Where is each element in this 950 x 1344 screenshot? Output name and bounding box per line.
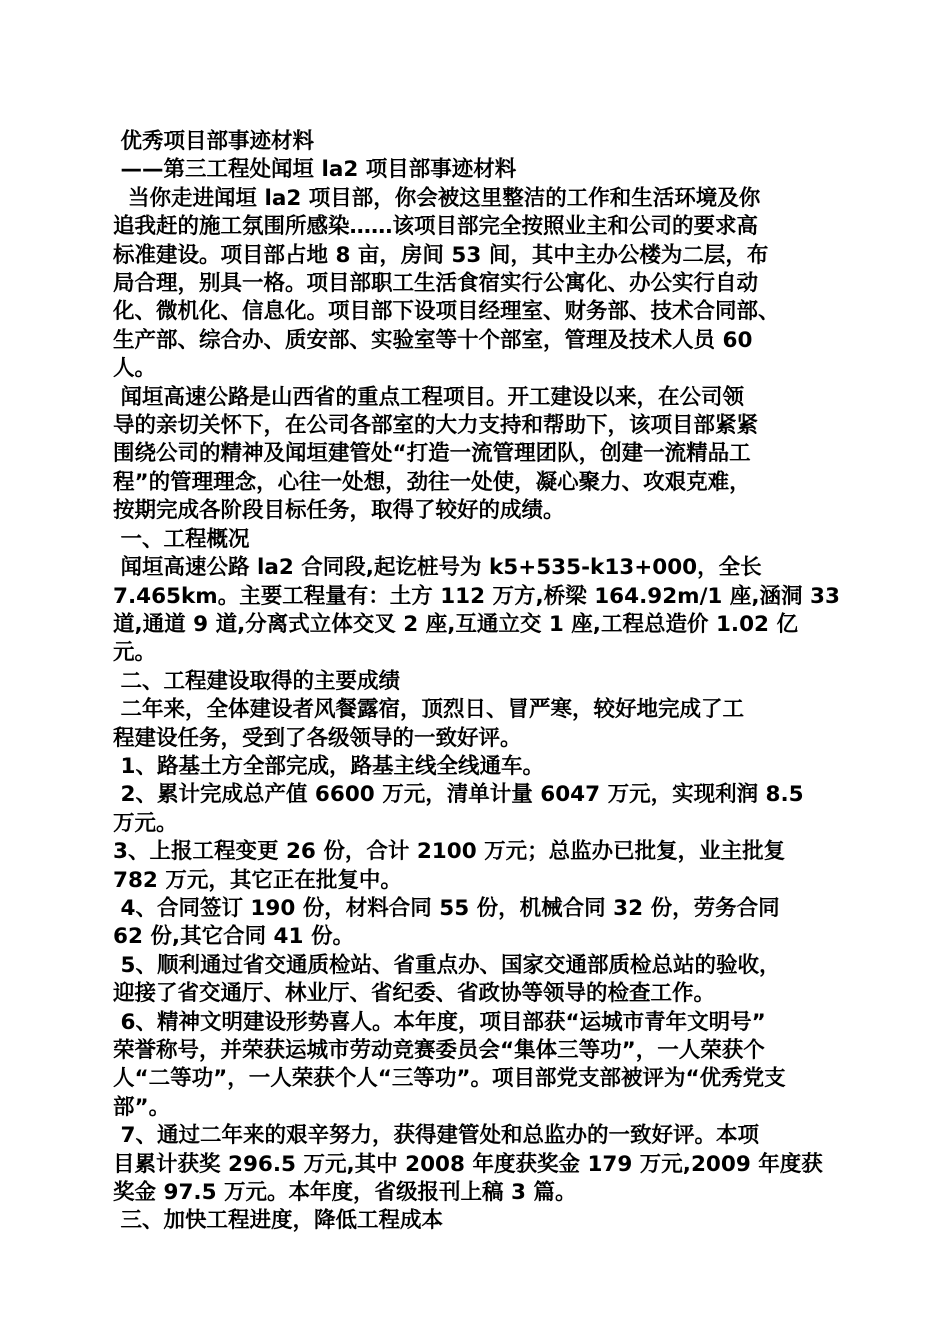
list-item: 2、累计完成总产值 6600 万元，清单计量 6047 万元，实现利润 8.5 [113,782,804,808]
section-heading: 一、工程概况 [113,526,250,552]
list-item: 4、合同签订 190 份，材料合同 55 份，机械合同 32 份，劳务合同 [113,895,780,921]
body-line: 二年来，全体建设者风餐露宿，顶烈日、冒严寒，较好地完成了工 [113,697,744,723]
section-heading: 三、加快工程进度，降低工程成本 [113,1208,443,1234]
list-item: 6、精神文明建设形势喜人。本年度，项目部获“运城市青年文明号” [113,1009,766,1035]
list-item: 奖金 97.5 万元。本年度，省级报刊上稿 3 篇。 [113,1180,577,1206]
body-line: 7.465km。主要工程量有：土方 112 万方,桥梁 164.92m/1 座,涵洞 33 [113,583,840,609]
list-item: 目累计获奖 296.5 万元,其中 2008 年度获奖金 179 万元,2009 年度获 [113,1151,823,1177]
body-line: 闻垣高速公路是山西省的重点工程项目。开工建设以来，在公司领 [113,384,744,410]
body-line: 围绕公司的精神及闻垣建管处“打造一流管理团队，创建一流精品工 [113,441,751,467]
list-item: 迎接了省交通厅、林业厅、省纪委、省政协等领导的检查工作。 [113,981,716,1007]
list-item: 1、路基土方全部完成，路基主线全线通车。 [113,753,544,779]
body-line: 标准建设。项目部占地 8 亩，房间 53 间，其中主办公楼为二层，布 [113,242,769,268]
document-title: 优秀项目部事迹材料 [113,129,314,154]
list-item: 782 万元，其它正在批复中。 [113,867,402,893]
body-line: 程建设任务，受到了各级领导的一致好评。 [113,725,522,751]
body-line: 程”的管理理念，心往一处想，劲往一处使，凝心聚力、攻艰克难， [113,469,751,495]
list-item: 人“二等功”，一人荣获个人“三等功”。项目部党支部被评为“优秀党支 [113,1066,786,1092]
list-item: 3、上报工程变更 26 份，合计 2100 万元；总监办已批复，业主批复 [113,839,786,865]
body-line: 人。 [113,356,157,382]
document-body [113,185,848,1236]
body-line: 闻垣高速公路 la2 合同段,起讫桩号为 k5+535-k13+000，全长 [113,555,762,581]
body-line: 元。 [113,640,157,666]
list-item: 万元。 [113,810,178,836]
body-line: 当你走进闻垣 la2 项目部，你会被这里整洁的工作和生活环境及你 [113,185,761,211]
body-line: 按期完成各阶段目标任务，取得了较好的成绩。 [113,498,565,524]
section-heading: 二、工程建设取得的主要成绩 [113,668,400,694]
document-subtitle: ——第三工程处闻垣 la2 项目部事迹材料 [113,157,517,183]
list-item: 7、通过二年来的艰辛努力，获得建管处和总监办的一致好评。本项 [113,1123,759,1149]
document-page [113,128,848,1236]
body-line: 局合理，别具一格。项目部职工生活食宿实行公寓化、办公实行自动 [113,271,759,297]
body-line: 道,通道 9 道,分离式立体交叉 2 座,互通立交 1 座,工程总造价 1.02 亿 [113,611,798,637]
body-line: 化、微机化、信息化。项目部下设项目经理室、财务部、技术合同部、 [113,299,780,325]
list-item: 5、顺利通过省交通质检站、省重点办、国家交通部质检总站的验收， [113,952,781,978]
body-line: 追我赶的施工氛围所感染……该项目部完全按照业主和公司的要求高 [113,214,759,240]
body-line: 导的亲切关怀下，在公司各部室的大力支持和帮助下，该项目部紧紧 [113,413,759,439]
list-item: 62 份,其它合同 41 份。 [113,924,354,950]
body-line: 生产部、综合办、质安部、实验室等十个部室，管理及技术人员 60 [113,327,753,353]
list-item: 部”。 [113,1094,171,1120]
list-item: 荣誉称号，并荣获运城市劳动竞赛委员会“集体三等功”，一人荣获个 [113,1038,765,1063]
